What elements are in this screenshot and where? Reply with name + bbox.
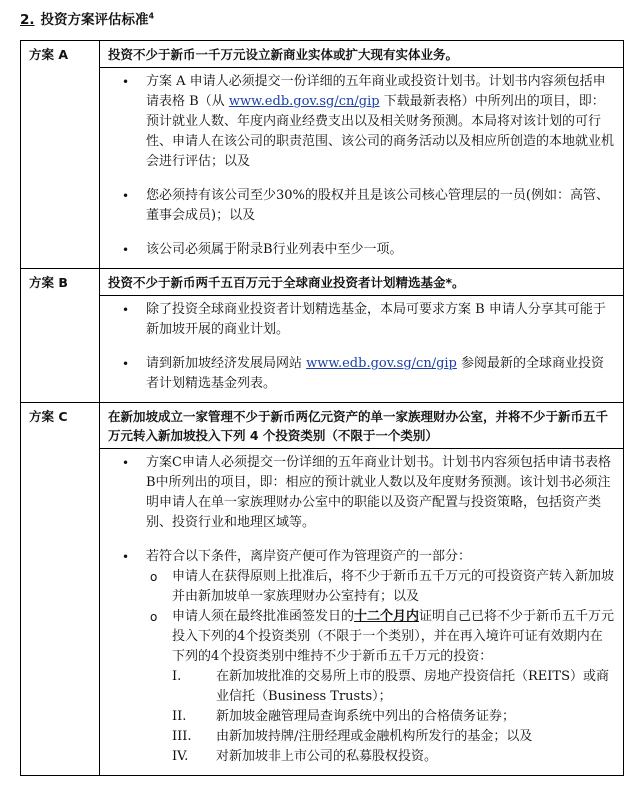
plan-b-label: 方案 B: [21, 269, 100, 403]
plan-a-title-row: [21, 41, 624, 68]
sub-list-item: o 申请人在获得原则上批准后，将不少于新币五千万元的可投资资产转入新加坡并由新加坡单一家族理财办公室持有；以及: [172, 567, 615, 607]
plan-b-body: [100, 296, 624, 403]
plan-a-body: [100, 68, 624, 269]
plans-table: [20, 40, 624, 776]
plan-a-bullets: [120, 72, 615, 260]
category-item: II. 新加坡金融管理局查询系统中列出的合格债务证券；: [172, 709, 516, 724]
emphasized-term: 十二个月内: [354, 609, 420, 624]
edb-link[interactable]: www.edb.gov.sg/cn/gip: [306, 356, 457, 371]
plan-c-title: 在新加坡成立一家管理不少于新币两亿元资产的单一家族理财办公室，并将不少于新币五千万元转入新加坡投入下列 4 个投资类别（不限于一个类别）: [100, 403, 624, 449]
plan-c-label: 方案 C: [21, 403, 100, 776]
list-item: • 请到新加坡经济发展局网站 www.edb.gov.sg/cn/gip 参阅最新的全球商业投资者计划精选基金列表。: [146, 354, 615, 394]
plan-c-body-row: [21, 449, 624, 776]
section-number: 2.: [20, 12, 35, 28]
sub-list-item: o 申请人须在最终批准函签发日的十二个月内证明自己已将不少于新币五千万元投入下列的4个投资类别（不限于一个类别），并在再入境许可证有效期内在下列的4个投资类别中维持不少于新币五千万元的投资： I. 在新加坡批准的交易所上市的股票、房地产投资信托（REITS）或商业信托（Business Trusts）； II. 新加坡金融管理局查询系统中列出的合格债务证券； III. 由新加坡持牌/注册经理或金融机构所发行的基金；以及 IV. 对新加坡非上市公司的私募股权投资。: [172, 607, 615, 767]
plan-c-bullets: [120, 453, 615, 767]
investment-categories: [172, 667, 615, 767]
edb-link[interactable]: www.edb.gov.sg/cn/gip: [228, 94, 380, 109]
category-item: IV. 对新加坡非上市公司的私募股权投资。: [172, 749, 438, 764]
category-item: I. 在新加坡批准的交易所上市的股票、房地产投资信托（REITS）或商业信托（Business Trusts）；: [172, 669, 609, 704]
list-item: • 您必须持有该公司至少30%的股权并且是该公司核心管理层的一员(例如：高管、董事会成员)；以及: [146, 186, 615, 226]
plan-a-label: 方案 A: [21, 41, 100, 269]
plan-c-body: [100, 449, 624, 776]
plan-b-title-row: [21, 269, 624, 296]
list-item: • 该公司必须属于附录B行业列表中至少一项。: [146, 240, 615, 260]
section-title: 投资方案评估标准: [40, 12, 149, 28]
plan-b-title: 投资不少于新币两千五百万元于全球商业投资者计划精选基金*。: [100, 269, 624, 296]
list-item: • 方案 A 申请人必须提交一份详细的五年商业或投资计划书。计划书内容须包括申请表格 B（从 www.edb.gov.sg/cn/gip 下载最新表格）中所列出的项目，即：预计就业人数、年度内商业经费支出以及相关财务预测。本局将对该计划的可行性、申请人在该公司的职责范围、该公司的商务活动以及相应所创造的本地就业机会进行评估；以及: [146, 72, 615, 172]
list-item: • 除了投资全球商业投资者计划精选基金，本局可要求方案 B 申请人分享其可能于新加坡开展的商业计划。: [146, 300, 615, 340]
list-item: • 若符合以下条件，离岸资产便可作为管理资产的一部分： o 申请人在获得原则上批准后，将不少于新币五千万元的可投资资产转入新加坡并由新加坡单一家族理财办公室持有；以及 o 申请人须在最终批准函签发日的十二个月内证明自己已将不少于新币五千万元投入下列的4个投资类别（不限于一个类别），并在再入境许可证有效期内在下列的4个投资类别中维持不少于新币五千万元的投资： I. 在新加坡批准的交易所上市的股票、房地产投资信托（REITS）或商业信托（Business Trusts）； II. 新加坡金融管理局查询系统中列出的合格债务证券； III. 由新加坡持牌/注册经理或金融机构所发行的基金；以及 IV. 对新加坡非上市公司的私募股权投资。: [146, 547, 615, 767]
section-heading: [20, 8, 154, 28]
plan-c-title-row: [21, 403, 624, 449]
sub-list: [146, 567, 615, 767]
plan-b-bullets: [120, 300, 615, 394]
list-item: • 方案C申请人必须提交一份详细的五年商业计划书。计划书内容须包括申请书表格B中所列出的项目，即：相应的预计就业人数以及年度财务预测。该计划书必须注明申请人在单一家族理财办公室中的职能以及资产配置与投资策略，包括资产类别、投资行业和地理区域等。: [146, 453, 615, 533]
footnote-marker: 4: [148, 11, 155, 21]
plan-b-body-row: [21, 296, 624, 403]
plan-a-body-row: [21, 68, 624, 269]
plan-a-title: 投资不少于新币一千万元设立新商业实体或扩大现有实体业务。: [100, 41, 624, 68]
category-item: III. 由新加坡持牌/注册经理或金融机构所发行的基金；以及: [172, 729, 533, 744]
